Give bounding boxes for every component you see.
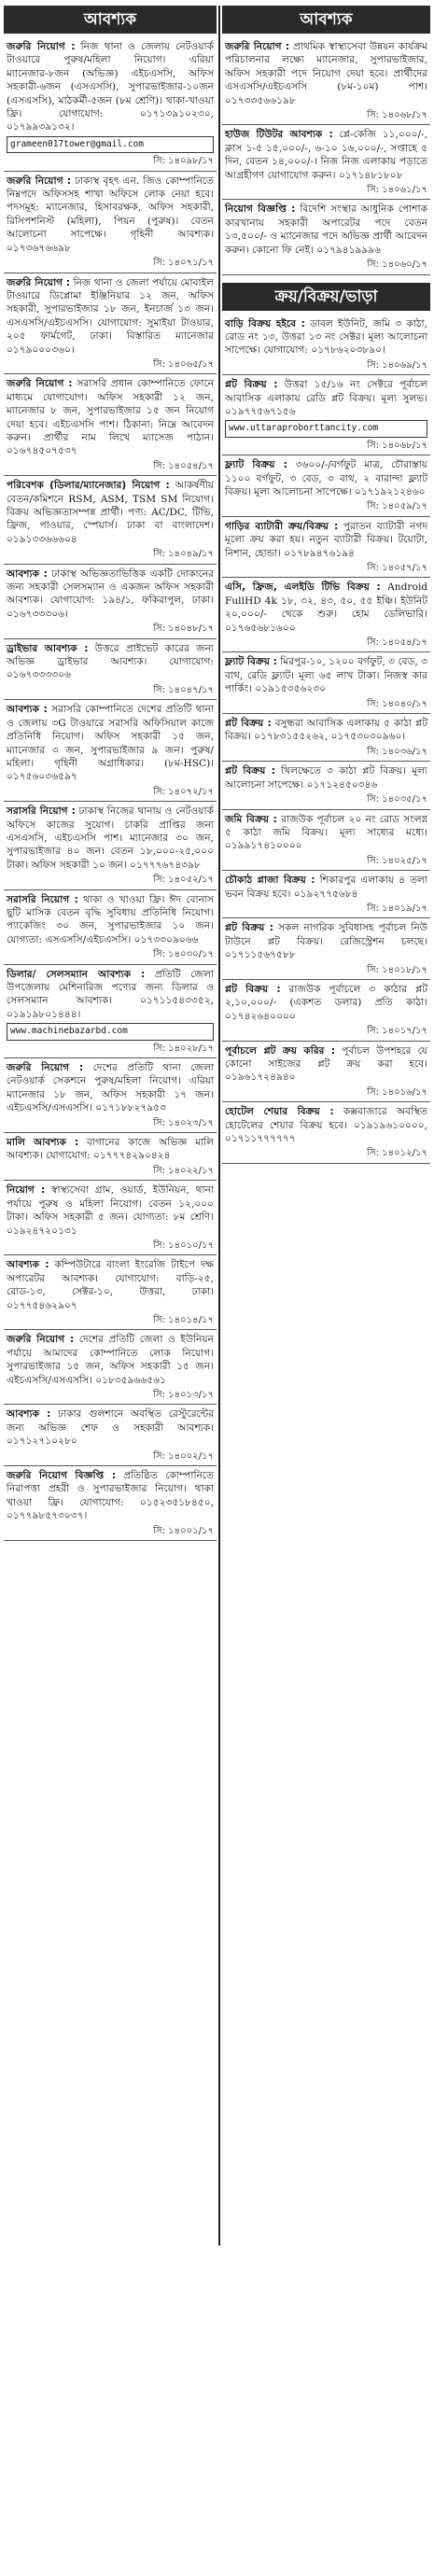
classified-ad: [222, 37, 430, 125]
ad-body: বিদেশি সংস্থার আধুনিক পোশাক কারখানায় সহকারী অপারেটর পদে বেতন ১৩,৫০০/- ও ম্যানেজার পদে অভিজ্ঞ প্রার্থী আবেদন করুন। কোনো ফি নেই। ০১৭৯৪১৯৯৯৬: [225, 203, 428, 256]
ad-body: নিজ থানা ও জেলায় নেটওয়ার্ক টাওয়ারে পুরুষ/মহিলা নিয়োগ। এরিয়া ম্যানেজার-৮জন (অভিজ্ঞ) এইচএসসি, অফিস সহকারী-৬জন (এসএসসি), সুপারভাইজার-১০জন (এসএসসি), মাঠকর্মী-৫জন (৮ম শ্রেণি)। থাকা-খাওয়া ফ্রি। যোগাযোগ: ০১৭১৩৯১০২৩০, ০১৭৯৯৩৯১৩২।: [7, 41, 215, 133]
ad-body: খিলক্ষেতে ৩ কাঠা প্লট বিক্রয়। মূল্য আলোচনা সাপেক্ষে। ০১৭১২৪৫০৩৪৬: [225, 765, 427, 791]
ad-headline: সরাসরি নিয়োগ :: [7, 805, 76, 818]
ad-body: ডাবল ইউনিট, জমি ৩ কাঠা, রোড নং ১৩, উত্তরা ১৩ নং সেক্টর। মূল্য আলোচনা সাপেক্ষে। যোগাযোগ: ০১৭৮৬২০৩৮৯০।: [225, 317, 427, 357]
classified-ad: [4, 965, 217, 1058]
ad-code: সি: ১৪০২৮/১৭: [153, 1043, 214, 1054]
ad-code: সি: ১৪০২৫/১৭: [367, 855, 427, 866]
classified-ad: [222, 1042, 430, 1103]
ad-body: রাজউক পূর্বাচল ২০ নং রোড সংলগ্ন ৫ কাঠা জমি বিক্রয়। মূল্য সাধ্যের মধ্যে। ০১৯৯১৭৪১০০০০: [225, 813, 428, 852]
ad-body: থাকা ও খাওয়া ফ্রি। ঈদ বোনাস ছুটি মাসিক বেতন বৃদ্ধি সুবিধায় প্রতিনিধি নিয়োগ। প্যাকেজিং ৩০ জন, সুপারভাইজার ১০ জন। যোগ্যতা: এসএসসি/এইচএসসি। ০১৭৩৩০৯০৬৬: [7, 893, 214, 945]
classified-ad: [4, 1255, 217, 1330]
ad-code: সি: ১৪০১৮/১৭: [367, 964, 427, 975]
ad-body: পূর্বাচল উপশহরে যে কোনো সাইজের প্লট ক্রয় করা হবে। ০১৯৬১৭২৪৯৪০: [225, 1044, 427, 1084]
ad-body: ঢাকাস্থ অভিজ্ঞতাভিত্তিক একটি দোকানের জন্য সহকারী সেলসম্যান ও একজন অফিস সহকারী আবশ্যক। যোগাযোগ: ১৯৪/১, ফকিরাপুল, ঢাকা। ০১৬৭৩৩৩০৬।: [7, 567, 214, 620]
ad-headline: জরুরি নিয়োগ :: [225, 41, 290, 52]
ad-headline: চৌকাঠ প্লাজা বিক্রয় :: [225, 875, 315, 887]
classified-ad: [4, 802, 217, 889]
ad-headline: ড্রাইভার আবশ্যক :: [7, 642, 89, 654]
ad-code: সি: ১৪০৩৬/১৭: [367, 746, 427, 757]
ad-body: প্রতিষ্ঠিত কোম্পানিতে নিরাপত্তা প্রহরী ও সুপারভাইজার নিয়োগ। থাকা খাওয়া ফ্রি। যোগাযোগ: ০১৫২৩৫১৮৪৫০, ০১৭৭৯৮৫৭৩০৩৭।: [7, 1470, 215, 1522]
ad-code: সি: ১৪০৩৫/১৭: [367, 794, 427, 805]
classified-ad: [222, 375, 430, 455]
classified-ad: [222, 578, 430, 652]
ad-body: উত্তরে প্রাইভেট কারের জন্য অভিজ্ঞ ড্রাইভার আবশ্যক। যোগাযোগ: ০১৬৭৩৩৩৩০৬: [7, 642, 214, 681]
ad-body: নিজ থানা ও জেলা পর্যায়ে মোবাইল টাওয়ারে ডিপ্লোমা ইঞ্জিনিয়ার ১২ জন, অফিস সহকারী, সুপারভাইজার ১৮ জন, ইনচার্জ ১৩ জন। এসএসসি/এইচএসসি। যোগাযোগ: সুমাইয়া টাওয়ার, ২০৫ ফার্মগেট, ঢাকা। বিস্তারিত ম্যানেজার ০১৭৯০০০৩৬০।: [7, 276, 214, 356]
ad-code: সি: ১৪০৯৮/১৭: [153, 156, 214, 167]
ad-body: বাগানের কাজে অভিজ্ঞ মালি আবশ্যক। যোগাযোগ: ০১৭৭৭৪২৯০৪২৪: [7, 1137, 214, 1162]
ad-headline: প্লট বিক্রয় :: [225, 379, 278, 391]
ad-body: Android FullHD 4k ১৮, ৩২, ৪৩, ৫০, ৫৫ ইঞ্চি। ইউনিট ২০,০০০/- থেকে শুরু। হোম ডেলিভারি। ০১৭৬৫৬৮১৬০০: [225, 581, 427, 634]
classified-ad: [4, 374, 217, 476]
ad-body: স্বাস্থ্যসেবা গ্রাম, ওয়ার্ড, ইউনিয়ন, থানা পর্যায়ে পুরুষ ও মহিলা নিয়োগ। বেতন ১২,০০০ টাকা। অফিস সহকারী ৫ জন। যোগ্যতা: ৮ম শ্রেণি। ০১৯২৪৭২০১৩১: [7, 1184, 214, 1237]
ad-headline: ডিলার/ সেলসম্যান আবশ্যক :: [7, 968, 146, 980]
ad-body: কক্সবাজারে অবস্থিত হোটেলের শেয়ার বিক্রয় হবে। ০১৯১৯৬১০০০০, ০১৭১১৭৭৭৭৭৭: [225, 1106, 427, 1145]
ad-headline: জমি বিক্রয় :: [225, 813, 277, 825]
ad-headline: গাড়ির ব্যাটারী ক্রয়/বিক্রয় :: [225, 520, 339, 532]
ad-headline: প্লট বিক্রয় :: [225, 922, 273, 934]
ad-body: ঢাকার গুলশানে অবস্থিত রেস্টুরেন্টের জন্য অভিজ্ঞ শেফ ও সহকারী আবশ্যক। ০১৭১২৭১০২৮০: [7, 1408, 215, 1448]
right-ads-list: [222, 37, 430, 275]
classified-ad: [222, 810, 430, 872]
ad-headline: প্লট বিক্রয় :: [225, 718, 272, 730]
ad-headline: নিয়োগ বিজ্ঞপ্তি :: [225, 203, 296, 216]
classified-ad: [4, 476, 217, 564]
ad-code: সি: ১৪০২২/১৭: [153, 1165, 214, 1176]
classified-ad: [4, 639, 217, 701]
classified-ad: [222, 200, 430, 274]
ad-headline: জরুরি নিয়োগ :: [7, 175, 72, 187]
ad-body: সরাসরি কোম্পানিতে দেশের প্রতিটি থানা ও জেলায় ৩G টাওয়ারে সরাসরি অফিসিয়াল কাজে প্রতিনিধি নিয়োগ। অফিস সহকারী ১৫ জন, ম্যানেজার ৩ জন, সুপারভাইজার ৯ জন। পুরুষ/মহিলা। গৃহিনী অগ্রাধিকার। (৮ম-HSC)। ০১৭৫৬০৩৬৫৯৭: [7, 704, 214, 783]
ad-body: আকর্ষণীয় বেতন/কমিশনে RSM, ASM, TSM SM নিয়োগ। বিক্রয় অভিজ্ঞতাসম্পন্ন প্রার্থী। পণ্য: AC/DC, টিভি, ফ্রিজ, পাওয়ার, স্পেয়ার্স। ঢাকা বা বাংলাদেশ। ০১৯১৩৩৬৬৬০৪: [7, 480, 214, 545]
ad-body: দেশের প্রতিটি জেলা ও ইউনিয়ন পর্যায়ে আমাদের কোম্পানিতে লোক নিয়োগ। সুপারভাইজার ১৫ জন, অফিস সহকারী ১৫ জন। এইচএসসি/এসএসসি। ০১৮৩৫৯৬৬৫৬১: [7, 1334, 214, 1386]
ad-body: দেশের প্রতিটি থানা জেলা নেটওয়ার্ক সেকশনে পুরুষ/মহিলা নিয়োগ। এরিয়া ম্যানেজার ১৮ জন, অফিস সহকারী ১৭ জন। এইচএসসি/এসএসসি। ০১৭১৮৮২৭৯৫৩: [7, 1062, 214, 1114]
ad-code: সি: ১৪০২৩/১৭: [153, 1117, 214, 1128]
ad-headline: নিয়োগ :: [7, 1184, 46, 1197]
ad-code: সি: ১৪০১৬/১৭: [367, 1086, 427, 1098]
right-ads2-list: [222, 315, 430, 1164]
ad-code: সি: ১৪০০২/১৭: [153, 1450, 214, 1462]
ad-code: সি: ১৪০৫৪/১৭: [367, 637, 427, 649]
classified-ad: [222, 652, 430, 714]
ad-headline: প্লট বিক্রয় :: [225, 765, 275, 777]
ad-headline: ফ্ল্যাট বিক্রয় :: [225, 459, 287, 471]
classified-ad: [4, 890, 217, 965]
ad-body: মিরপুর-১০, ১২০০ বর্গফুট, ৩ বেড, ৩ বাথ, রেডি ফ্ল্যাট। মূল্য ৬৫ লাখ টাকা। নিজস্ব কার পার্কিং। ০১৯১৫৩৫৬২৩০: [225, 656, 428, 695]
ad-code: সি: ১৪০৫৯/১৭: [367, 501, 427, 512]
ad-headline: সরাসরি নিয়োগ :: [7, 893, 78, 905]
ad-body: শিকারপুর এলাকায় ৪ তলা ভবন বিক্রয় হবে। ০১৯২৭৭৫৬৮৪: [225, 875, 427, 900]
ad-code: সি: ১৪০৭১/১৭: [153, 258, 214, 269]
ad-body: ৩৬০০/-/বর্গফুট মাত্র, চৌরাস্তায় ১১০০ বর্গফুট, ৩ বেড, ৩ বাথ, ২ বারান্দা ফ্ল্যাট বিক্রয়। মূল্য আলোচনা সাপেক্ষে। ০১৭১৯২১২৪৬০: [225, 459, 428, 497]
ad-code: সি: ১৪০৫৭/১৭: [367, 563, 427, 573]
classified-ad: [222, 455, 430, 517]
ad-code: সি: ১৪০৬০/১৭: [367, 259, 427, 271]
ad-headline: ফ্ল্যাট বিক্রয় :: [225, 656, 277, 668]
ad-url[interactable]: www.uttaraproborttancity.com: [225, 420, 427, 437]
classified-ad: [4, 565, 217, 639]
left-ads-list: [4, 37, 217, 1541]
classified-ad: [4, 700, 217, 802]
ad-code: সি: ১৪০৫৪/১৭: [153, 460, 214, 471]
ad-headline: জরুরি নিয়োগ :: [7, 41, 76, 52]
classified-ad: [4, 1058, 217, 1133]
ad-body: বসুন্ধরা আবাসিক এলাকায় ৫ কাঠা প্লট বিক্রয়। ০১৭৮৩১৫৫২৬২, ০১৭৫৩০৩০৯৬০।: [225, 718, 427, 743]
ad-code: সি: ১৪০১০/১৭: [153, 1239, 214, 1251]
classified-ad: [222, 1102, 430, 1164]
left-column: [4, 6, 217, 2576]
ad-code: সি: ১৪০৫২/১৭: [153, 875, 214, 886]
ad-headline: জরুরি নিয়োগ :: [7, 1334, 75, 1346]
ad-code: সি: ১৪০৩০/১৭: [153, 949, 214, 960]
classified-ad: [4, 1181, 217, 1255]
right-column: [222, 6, 430, 2576]
ad-code: সি: ১৪০৪৭/১৭: [153, 684, 214, 695]
ad-code: সি: ১৪০৬৮/১৭: [367, 440, 427, 451]
ad-headline: জরুরি নিয়োগ :: [7, 276, 71, 288]
ad-code: সি: ১৪০৬১/১৭: [367, 185, 427, 196]
ad-body: সরাসরি প্রধান কোম্পানিতে ফোনে মাধ্যমে যোগাযোগ। অফিস সহকারী ১২ জন, ম্যানেজার ৮ জন, সুপারভাইজার ১৫ জন নিয়োগ দেয়া হবে। এইচএসসি পাশ। ঠিকানা: নিম্নে আবেদন করুন। প্রার্থীর নাম লিখে ম্যাসেজ পাঠান। ০১৬৭৪৫০৭৫৩৭: [7, 378, 214, 457]
ad-code: সি: ১৪০৪৯/১৭: [153, 549, 214, 560]
ad-headline: আবশ্যক :: [7, 1408, 51, 1421]
ad-headline: হোটেল শেয়ার বিক্রয় :: [225, 1106, 334, 1118]
ad-code: সি: ১৪০১৪/১৭: [153, 1314, 214, 1325]
classified-ad: [222, 517, 430, 579]
ad-body: সকল নাগরিক সুবিধাসহ পূর্বাচল নিউ টাউনে প্লট বিক্রয়। রেজিস্ট্রেশন চলছে। ০১৭১১৫৬৭৫৮৮: [225, 922, 427, 961]
ad-code: সি: ১৪০৭২/১৭: [153, 786, 214, 797]
classified-ad: [4, 37, 217, 172]
ad-code: সি: ১৪০৪৮/১৭: [153, 623, 214, 635]
ad-url[interactable]: grameen017tower@gmail.com: [7, 136, 214, 153]
ad-headline: জরুরি নিয়োগ :: [7, 1062, 84, 1074]
ad-headline: আবশ্যক :: [7, 1259, 49, 1271]
ad-code: সি: ১৪০১২/১৭: [367, 1148, 427, 1159]
classified-ad: [4, 1405, 217, 1466]
ad-code: সি: ১৪০৬৯/১৭: [367, 359, 427, 371]
classified-ad: [4, 1133, 217, 1181]
ad-headline: আবশ্যক :: [7, 704, 48, 716]
ad-body: উত্তরা ১৫/১৬ নং সেক্টরে পূর্বাচল আবাসিক এলাকায় রেডি প্লট বিক্রয়। মূল্য সুলভ। ০১৯৭৭৫৬৭১৫৬: [225, 379, 427, 417]
ad-headline: পরিবেশক (ডিলার/ম্যানেজার) নিয়োগ :: [7, 480, 170, 492]
classified-ad: [4, 273, 217, 375]
ad-headline: জরুরি নিয়োগ বিজ্ঞপ্তি :: [7, 1470, 117, 1481]
classified-ad: [222, 980, 430, 1042]
ad-body: ঢাকাস্থ বৃহৎ এন. জিও কোম্পানিতে নিম্নপদে অফিসসহ শাখা অফিসে লোক নেয়া হবে। পদসমূহ: ম্যানেজার, হিসাবরক্ষক, অফিস সহকারী, রিসিপশনিস্ট (মহিলা), পিয়ন (পুরুষ)। বেতন আলোচনা সাপেক্ষে। গৃহিনী আবশ্যক। ০১৭৩৬৭৬৬৯৮: [7, 175, 214, 254]
ad-body: প্রাথমিক স্বাস্থ্যসেবা উন্নয়ন কার্যক্রম পরিচালনার লক্ষ্যে ম্যানেজার, সুপারভাইজার, অফিস সহকারী পদে নিয়োগ দেয়া হবে। প্রার্থীদের এসএসসি/এইচএসসি (৮ম-১০ম) পাশ। ০১৭৩৩৫৬৬১৯৮: [225, 41, 427, 106]
ad-code: সি: ১৪০৬৫/১৭: [153, 358, 214, 370]
ad-body: রাজউক পূর্বাচলে ৩ কাঠার প্লট ২,১০,০০০/- (একশত ডলার) প্রতি কাঠা। ০১৭৪২৬৪০০০০: [225, 983, 427, 1022]
ad-headline: জরুরি নিয়োগ :: [7, 378, 73, 390]
ad-body: ঢাকাস্থ নিজের থানায় ও নেটওয়ার্ক অফিসে কাজের সুযোগ। চাকরি প্রাপ্তির জন্য এসএসসি, এইচএসসি পাশ। ম্যানেজার ৩০ জন, সুপারভাইজার ৪০ জন। বেতন ১৮,০০০-২৫,০০০ টাকা। অফিস সহকারী ১০ জন। ০১৭৭৭৬৭৪৩৯৮: [7, 805, 215, 871]
ad-headline: মালি আবশ্যক :: [7, 1137, 79, 1149]
classified-ad: [4, 1466, 217, 1541]
classified-ad: [222, 871, 430, 918]
classified-ad: [222, 714, 430, 762]
ad-code: সি: ১৪০১৭/১৭: [367, 1026, 427, 1037]
classified-ad: [222, 918, 430, 980]
ad-code: সি: ১৪০১৩/১৭: [153, 1389, 214, 1400]
section-header-wanted: আবশ্যক: [4, 6, 217, 34]
ad-headline: এসি, ফ্রিজ, এলইডি টিভি বিক্রয় :: [225, 581, 381, 594]
ad-code: সি: ১৪০৬৮/১৭: [367, 110, 427, 121]
ad-url[interactable]: www.machinebazarbd.com: [7, 1023, 214, 1040]
classified-ad: [222, 315, 430, 376]
ad-body: প্লে-কেজি ১১,০০০/-, ক্লাস ১-৫ ১৫,০০০/-, ৬-১০ ১৬,০০০/-, সপ্তাহে ৫ দিন, বেতন ১৪,০০০/-। নিজ নিজ এলাকায় পড়াতে আগ্রহীগণ যোগাযোগ করুন। ০১৭১৪৮১৮০৮: [225, 129, 427, 181]
ad-headline: পূর্বাচলে প্লট ক্রয় করির :: [225, 1044, 336, 1057]
ad-code: সি: ১৪০০১/১৭: [153, 1525, 214, 1536]
ad-body: পুরাতন ব্যাটারী নগদ মূল্যে ক্রয় করা হয়। নতুন ব্যাটারী বিক্রয়। টয়োটা, নিশান, হোন্ডা। ০১৭৮৯৪৭৬১৯৪: [225, 520, 428, 559]
ad-body: প্রতিটি জেলা উপজেলায় মেশিনারিজ পণ্যের জন্য ডিলার ও সেলসম্যান আবশ্যক। ০১৭১১৫৪৩৩৫২, ০১৯১৯৮০১৪৪৪।: [7, 968, 214, 1020]
section-header-buy-sell-rent: ক্রয়/বিক্রয়/ভাড়া: [222, 283, 430, 311]
classified-ad: [222, 125, 430, 200]
classified-ad: [4, 1330, 217, 1405]
column-divider: [218, 6, 220, 2246]
ad-headline: প্লট বিক্রয় :: [225, 983, 281, 995]
ad-body: কম্পিউটারে বাংলা ইংরেজি টাইপে দক্ষ অপারেটর আবশ্যক। যোগাযোগ: বাড়ি-২৫, রোড-১৩, সেক্টর-১০, উত্তরা, ঢাকা। ০১৭৭৫৪৬২৯০৭: [7, 1259, 214, 1311]
ad-code: সি: ১৪০৪০/১৭: [367, 698, 427, 709]
ad-headline: হাউজ টিউটর আবশ্যক :: [225, 129, 333, 141]
ad-code: সি: ১৪০১৯/১৭: [367, 903, 427, 914]
ad-headline: বাড়ি বিক্রয় হইবে :: [225, 317, 305, 329]
section-header-wanted-right: আবশ্যক: [222, 6, 430, 34]
classified-ad: [4, 172, 217, 273]
classified-ad: [222, 762, 430, 809]
ad-headline: আবশ্যক :: [7, 567, 48, 580]
